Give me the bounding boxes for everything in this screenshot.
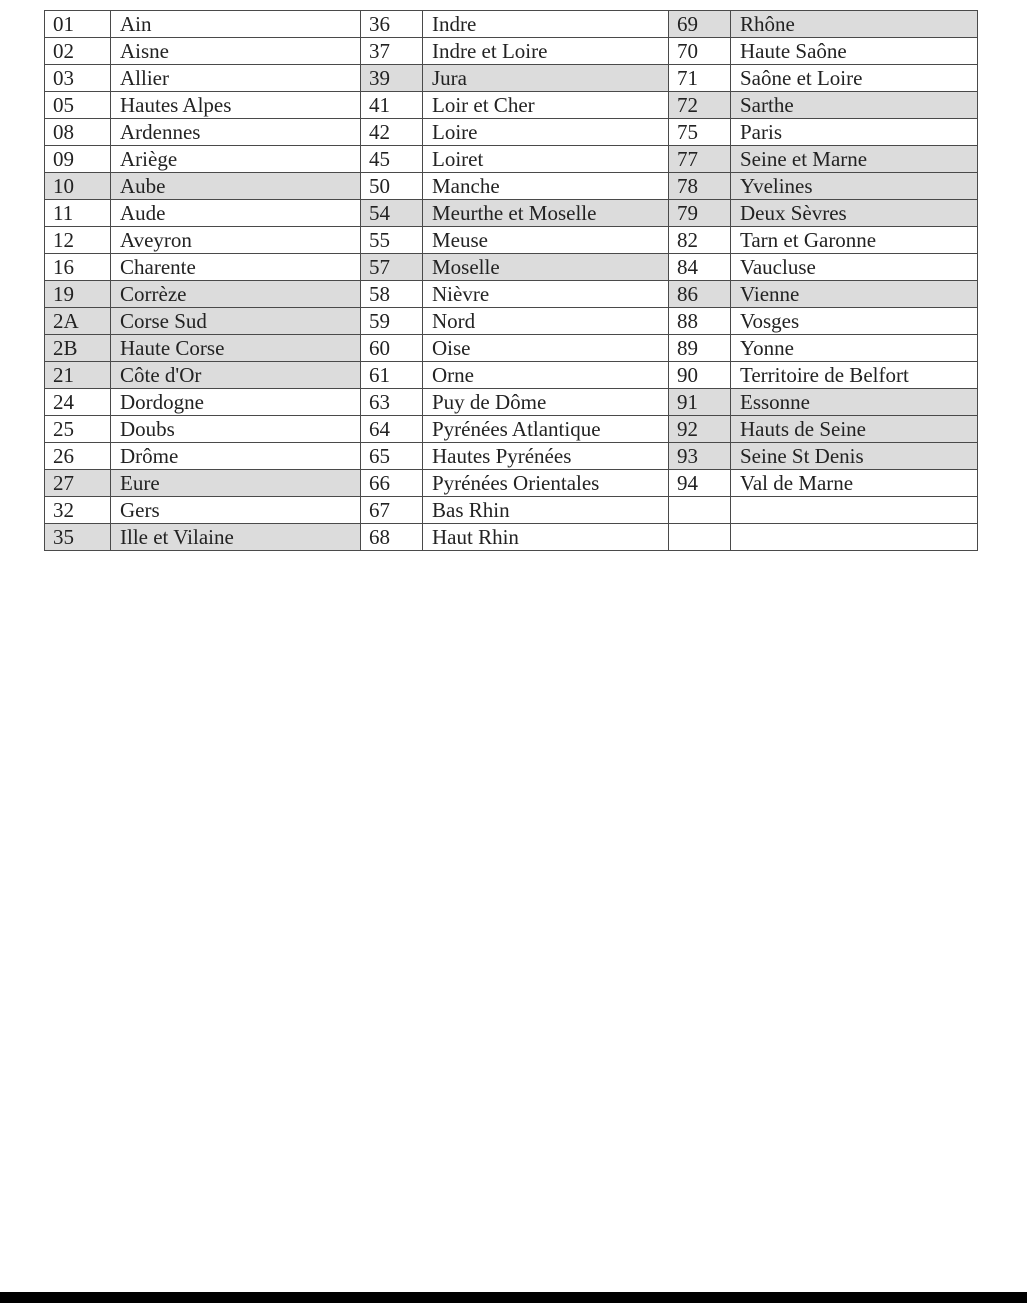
department-name: Pyrénées Orientales [423, 470, 669, 497]
department-code: 37 [361, 38, 423, 65]
department-code: 19 [45, 281, 111, 308]
department-name: Drôme [111, 443, 361, 470]
departments-table [44, 10, 978, 551]
department-code: 24 [45, 389, 111, 416]
table-row [45, 11, 978, 38]
department-code: 57 [361, 254, 423, 281]
department-code: 78 [669, 173, 731, 200]
department-code: 36 [361, 11, 423, 38]
table-row [45, 200, 978, 227]
department-name: Loire [423, 119, 669, 146]
table-row [45, 38, 978, 65]
department-code: 55 [361, 227, 423, 254]
department-code: 2A [45, 308, 111, 335]
department-name: Aveyron [111, 227, 361, 254]
bottom-border [0, 1292, 1027, 1303]
department-name: Val de Marne [731, 470, 978, 497]
department-name: Loir et Cher [423, 92, 669, 119]
department-code: 25 [45, 416, 111, 443]
table-row [45, 524, 978, 551]
table-row [45, 497, 978, 524]
department-name: Nièvre [423, 281, 669, 308]
department-name: Saône et Loire [731, 65, 978, 92]
department-code: 10 [45, 173, 111, 200]
department-name: Pyrénées Atlantique [423, 416, 669, 443]
department-name: Ain [111, 11, 361, 38]
department-name: Meuse [423, 227, 669, 254]
department-name: Hauts de Seine [731, 416, 978, 443]
department-code [669, 524, 731, 551]
table-row [45, 281, 978, 308]
department-name: Meurthe et Moselle [423, 200, 669, 227]
department-code: 26 [45, 443, 111, 470]
department-code [669, 497, 731, 524]
department-name: Indre [423, 11, 669, 38]
table-row [45, 92, 978, 119]
department-code: 58 [361, 281, 423, 308]
department-code: 67 [361, 497, 423, 524]
department-code: 50 [361, 173, 423, 200]
department-name: Bas Rhin [423, 497, 669, 524]
department-name: Charente [111, 254, 361, 281]
department-name: Rhône [731, 11, 978, 38]
department-name: Orne [423, 362, 669, 389]
department-name: Ariège [111, 146, 361, 173]
department-name: Doubs [111, 416, 361, 443]
department-code: 75 [669, 119, 731, 146]
department-code: 86 [669, 281, 731, 308]
department-name: Corse Sud [111, 308, 361, 335]
department-code: 32 [45, 497, 111, 524]
department-code: 66 [361, 470, 423, 497]
table-row [45, 119, 978, 146]
table-row [45, 227, 978, 254]
department-name: Deux Sèvres [731, 200, 978, 227]
department-code: 65 [361, 443, 423, 470]
department-name: Yvelines [731, 173, 978, 200]
department-code: 72 [669, 92, 731, 119]
department-code: 02 [45, 38, 111, 65]
department-code: 60 [361, 335, 423, 362]
table-row [45, 470, 978, 497]
department-name: Territoire de Belfort [731, 362, 978, 389]
department-code: 54 [361, 200, 423, 227]
department-name: Vienne [731, 281, 978, 308]
department-name: Corrèze [111, 281, 361, 308]
table-row [45, 65, 978, 92]
department-name: Eure [111, 470, 361, 497]
department-name: Indre et Loire [423, 38, 669, 65]
department-name: Gers [111, 497, 361, 524]
department-name: Sarthe [731, 92, 978, 119]
department-code: 89 [669, 335, 731, 362]
department-code: 01 [45, 11, 111, 38]
department-name: Hautes Alpes [111, 92, 361, 119]
department-code: 61 [361, 362, 423, 389]
department-name [731, 497, 978, 524]
department-code: 82 [669, 227, 731, 254]
department-code: 90 [669, 362, 731, 389]
department-name: Vaucluse [731, 254, 978, 281]
department-code: 88 [669, 308, 731, 335]
department-name: Ardennes [111, 119, 361, 146]
departments-table-body [45, 11, 978, 551]
table-row [45, 362, 978, 389]
department-code: 77 [669, 146, 731, 173]
department-name: Manche [423, 173, 669, 200]
department-code: 63 [361, 389, 423, 416]
department-code: 09 [45, 146, 111, 173]
department-name: Aisne [111, 38, 361, 65]
table-row [45, 254, 978, 281]
department-name: Allier [111, 65, 361, 92]
department-name: Yonne [731, 335, 978, 362]
department-name: Jura [423, 65, 669, 92]
department-name: Puy de Dôme [423, 389, 669, 416]
department-name: Seine St Denis [731, 443, 978, 470]
department-name: Oise [423, 335, 669, 362]
department-name: Hautes Pyrénées [423, 443, 669, 470]
department-code: 12 [45, 227, 111, 254]
department-code: 41 [361, 92, 423, 119]
table-row [45, 416, 978, 443]
department-name: Haute Corse [111, 335, 361, 362]
department-code: 70 [669, 38, 731, 65]
table-row [45, 389, 978, 416]
department-name: Essonne [731, 389, 978, 416]
department-code: 2B [45, 335, 111, 362]
department-code: 68 [361, 524, 423, 551]
department-code: 16 [45, 254, 111, 281]
department-code: 79 [669, 200, 731, 227]
department-code: 11 [45, 200, 111, 227]
department-code: 93 [669, 443, 731, 470]
table-row [45, 308, 978, 335]
department-code: 92 [669, 416, 731, 443]
department-code: 27 [45, 470, 111, 497]
department-name: Haut Rhin [423, 524, 669, 551]
table-row [45, 443, 978, 470]
table-row [45, 146, 978, 173]
department-code: 59 [361, 308, 423, 335]
department-name: Tarn et Garonne [731, 227, 978, 254]
department-name: Moselle [423, 254, 669, 281]
department-code: 71 [669, 65, 731, 92]
department-code: 08 [45, 119, 111, 146]
department-name: Ille et Vilaine [111, 524, 361, 551]
department-code: 84 [669, 254, 731, 281]
department-code: 69 [669, 11, 731, 38]
department-name: Nord [423, 308, 669, 335]
table-row [45, 335, 978, 362]
table-row [45, 173, 978, 200]
department-name: Vosges [731, 308, 978, 335]
department-code: 35 [45, 524, 111, 551]
department-name: Haute Saône [731, 38, 978, 65]
department-name: Seine et Marne [731, 146, 978, 173]
department-code: 91 [669, 389, 731, 416]
department-name: Paris [731, 119, 978, 146]
department-name: Aude [111, 200, 361, 227]
department-code: 64 [361, 416, 423, 443]
department-code: 39 [361, 65, 423, 92]
department-name: Loiret [423, 146, 669, 173]
department-code: 21 [45, 362, 111, 389]
department-name: Côte d'Or [111, 362, 361, 389]
department-name: Aube [111, 173, 361, 200]
department-code: 45 [361, 146, 423, 173]
department-code: 42 [361, 119, 423, 146]
department-code: 05 [45, 92, 111, 119]
department-name [731, 524, 978, 551]
department-name: Dordogne [111, 389, 361, 416]
department-code: 94 [669, 470, 731, 497]
department-code: 03 [45, 65, 111, 92]
